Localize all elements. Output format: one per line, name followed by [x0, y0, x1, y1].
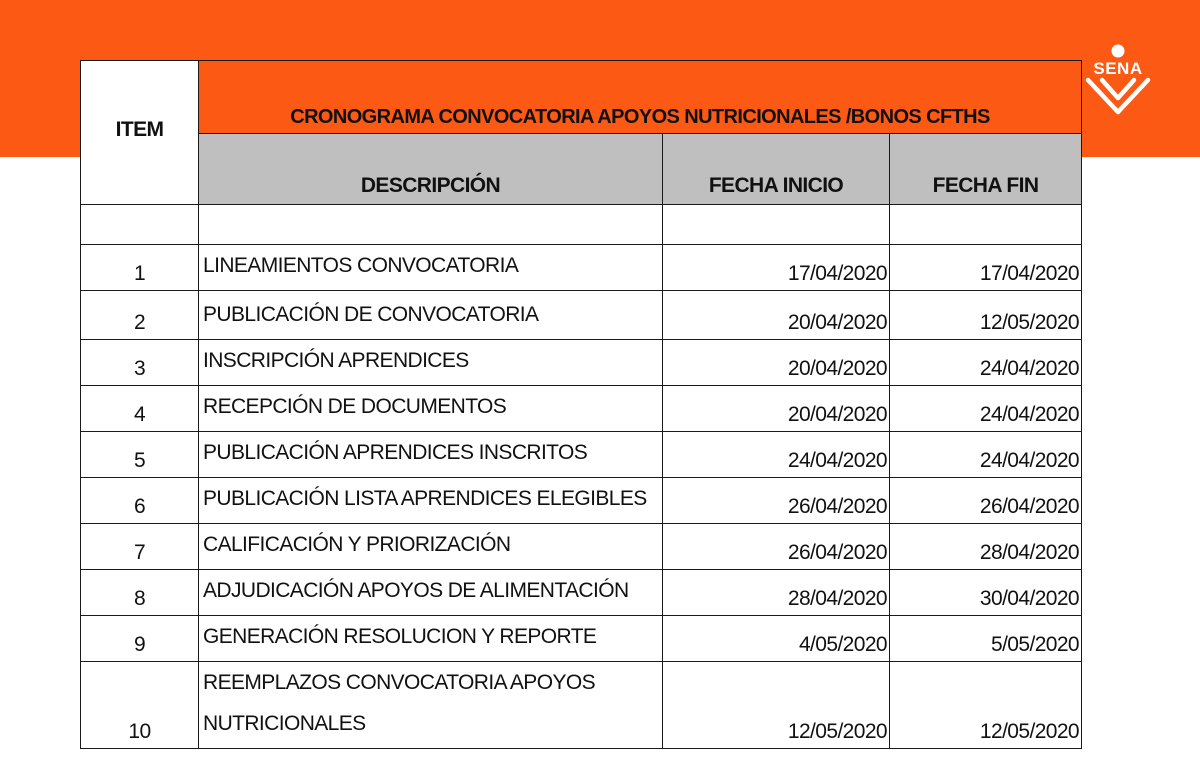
start-date-cell: 20/04/2020	[663, 291, 890, 340]
end-date-column-header: FECHA FIN	[890, 134, 1082, 205]
end-date-cell: 26/04/2020	[890, 478, 1082, 524]
item-number-cell: 4	[81, 386, 199, 432]
description-cell: GENERACIÓN RESOLUCION Y REPORTE	[199, 616, 663, 662]
logo-text: SENA	[1093, 59, 1143, 78]
description-cell: ADJUDICACIÓN APOYOS DE ALIMENTACIÓN	[199, 570, 663, 616]
item-number-cell: 8	[81, 570, 199, 616]
end-date-cell: 5/05/2020	[890, 616, 1082, 662]
end-date-cell: 24/04/2020	[890, 340, 1082, 386]
item-number-cell: 3	[81, 340, 199, 386]
blank-cell	[199, 205, 663, 245]
item-number-cell: 10	[81, 662, 199, 749]
end-date-cell: 24/04/2020	[890, 432, 1082, 478]
end-date-cell: 12/05/2020	[890, 662, 1082, 749]
item-number-cell: 9	[81, 616, 199, 662]
description-cell: PUBLICACIÓN APRENDICES INSCRITOS	[199, 432, 663, 478]
start-date-cell: 12/05/2020	[663, 662, 890, 749]
table-row	[81, 386, 1082, 432]
start-date-cell: 28/04/2020	[663, 570, 890, 616]
item-number-cell: 1	[81, 245, 199, 291]
table-row	[81, 524, 1082, 570]
description-cell: RECEPCIÓN DE DOCUMENTOS	[199, 386, 663, 432]
start-date-cell: 26/04/2020	[663, 478, 890, 524]
end-date-cell: 28/04/2020	[890, 524, 1082, 570]
schedule-title: CRONOGRAMA CONVOCATORIA APOYOS NUTRICIONALES /BONOS CFTHS	[199, 61, 1082, 134]
description-cell: PUBLICACIÓN LISTA APRENDICES ELEGIBLES	[199, 478, 663, 524]
description-cell: INSCRIPCIÓN APRENDICES	[199, 340, 663, 386]
blank-row	[81, 205, 1082, 245]
start-date-cell: 4/05/2020	[663, 616, 890, 662]
table-row	[81, 478, 1082, 524]
description-cell: CALIFICACIÓN Y PRIORIZACIÓN	[199, 524, 663, 570]
table-row	[81, 432, 1082, 478]
sena-logo-icon	[1080, 42, 1156, 118]
table-row	[81, 570, 1082, 616]
item-number-cell: 5	[81, 432, 199, 478]
table-row	[81, 291, 1082, 340]
item-number-cell: 2	[81, 291, 199, 340]
end-date-cell: 17/04/2020	[890, 245, 1082, 291]
start-date-cell: 24/04/2020	[663, 432, 890, 478]
blank-cell	[81, 205, 199, 245]
start-date-cell: 17/04/2020	[663, 245, 890, 291]
table-row	[81, 616, 1082, 662]
end-date-cell: 24/04/2020	[890, 386, 1082, 432]
item-number-cell: 6	[81, 478, 199, 524]
item-column-header: ITEM	[81, 61, 199, 205]
start-date-cell: 26/04/2020	[663, 524, 890, 570]
start-date-cell: 20/04/2020	[663, 386, 890, 432]
table-row	[81, 245, 1082, 291]
description-cell: LINEAMIENTOS CONVOCATORIA	[199, 245, 663, 291]
table-row	[81, 662, 1082, 749]
schedule-table	[80, 60, 1082, 749]
table-row	[81, 340, 1082, 386]
end-date-cell: 30/04/2020	[890, 570, 1082, 616]
end-date-cell: 12/05/2020	[890, 291, 1082, 340]
blank-cell	[890, 205, 1082, 245]
description-cell: PUBLICACIÓN DE CONVOCATORIA	[199, 291, 663, 340]
item-number-cell: 7	[81, 524, 199, 570]
blank-cell	[663, 205, 890, 245]
description-column-header: DESCRIPCIÓN	[199, 134, 663, 205]
start-date-column-header: FECHA INICIO	[663, 134, 890, 205]
start-date-cell: 20/04/2020	[663, 340, 890, 386]
description-cell: REEMPLAZOS CONVOCATORIA APOYOS NUTRICIONALES	[199, 662, 663, 749]
